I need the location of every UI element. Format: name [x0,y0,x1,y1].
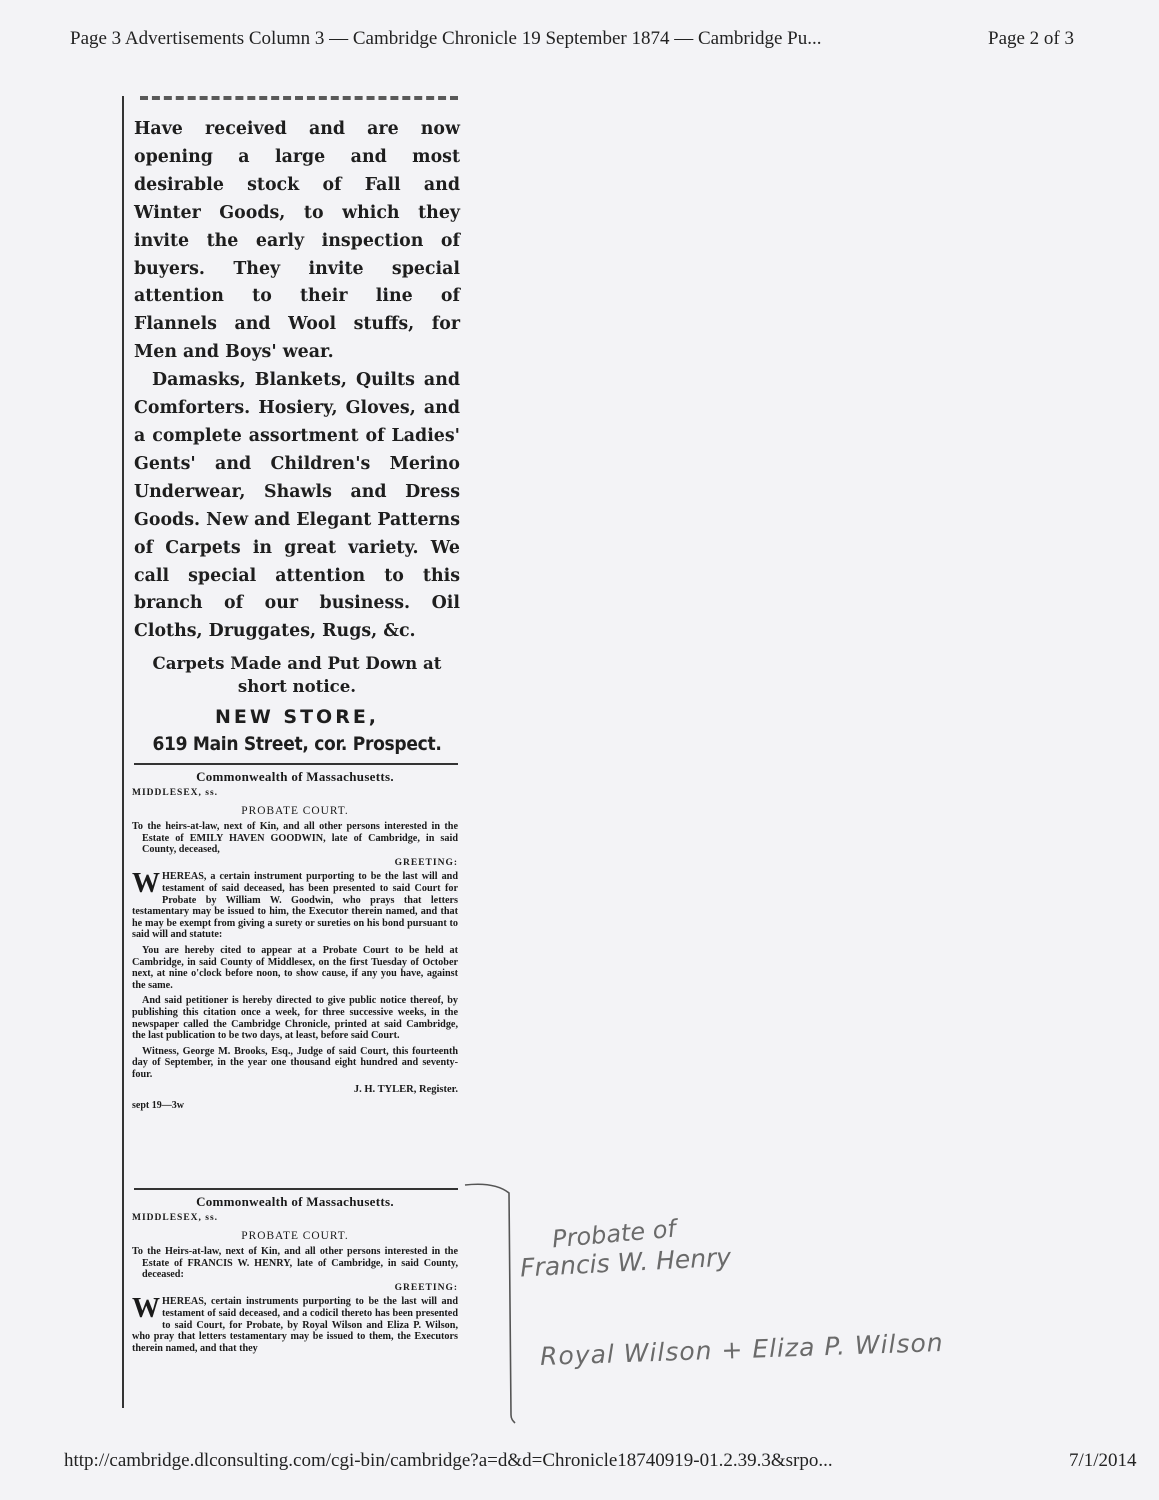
ad-new-store: NEW STORE, [214,706,380,729]
notice-court: PROBATE COURT. [241,1230,349,1242]
source-url: http://cambridge.dlconsulting.com/cgi-bin/cambridge?a=d&d=Chronicle18740919-01.2.39.3&srpo... [64,1450,833,1471]
column-rule [122,96,124,1408]
notice-witness: Witness, George M. Brooks, Esq., Judge of said Court, this fourteenth day of September, in the year one thousand eight hundred and seventy-four. [132,1045,458,1080]
notice-whereas [132,1293,458,1354]
notice-court: PROBATE COURT. [241,805,349,817]
ad-carpets-line-2: short notice. [237,676,357,697]
notice-county: MIDDLESEX, ss. [132,788,219,798]
notice-greeting: GREETING: [394,1282,458,1293]
notice-whereas-text: HEREAS, certain instruments purporting to be the last will and testament of said deceased, and a codicil thereto has been presented to said Court, for Probate, by Royal Wilson and Eliza P. Wilson, who pray that letters testamentary may be issued to them, the Executors therein named, and that they [132,1296,458,1354]
notice-dateline: sept 19—3w [132,1100,184,1112]
page-number: Page 2 of 3 [988,28,1075,49]
ad-carpets-line-1: Carpets Made and Put Down at [152,653,442,674]
notice-signer: J. H. TYLER, Register. [353,1084,458,1096]
document-title: Page 3 Advertisements Column 3 — Cambridge Chronicle 19 September 1874 — Cambridge Pu... [70,28,822,49]
notice-address: To the heirs-at-law, next of Kin, and all other persons interested in the Estate of EMILY HAVEN GOODWIN, late of Cambridge, in said County, deceased, [132,821,458,856]
notice-whereas [132,868,458,941]
section-divider [134,1188,458,1190]
probate-notice-henry [132,1193,458,1354]
newspaper-clipping [122,96,462,1408]
handwritten-note-line-2: Francis W. Henry [519,1242,732,1283]
notice-heading: Commonwealth of Massachusetts. [196,1194,394,1209]
notice-petitioner: And said petitioner is hereby directed to give public notice thereof, by publishing this citation once a week, for three successive weeks, in the newspaper called the Cambridge Chronicle, printed at said Cambridge, the last publication to be two days, at least, before said Court. [132,995,458,1042]
handwritten-note-line-3: Royal Wilson + Eliza P. Wilson [539,1327,945,1372]
drop-cap: W [132,868,160,900]
probate-notice-goodwin [132,768,458,1112]
drop-cap: W [132,1293,160,1325]
handwritten-bracket [463,1183,517,1425]
handwritten-note-line-1: Probate of [551,1214,677,1254]
cut-off-header-line [140,96,458,112]
notice-heading: Commonwealth of Massachusetts. [196,769,394,784]
ad-address: 619 Main Street, cor. Prospect. [152,733,442,756]
notice-whereas-text: HEREAS, a certain instrument purporting to be the last will and testament of said deceased, has been presented to said Court for Probate by William W. Goodwin, who prays that letters testamentary may be issued to him, the Executor therein named, and that he may be exempt from giving a surety or sureties on his bond pursuant to said will and statute: [132,871,458,941]
print-date: 7/1/2014 [1069,1450,1137,1471]
notice-cited: You are hereby cited to appear at a Probate Court to be held at Cambridge, in said County of Middlesex, on the first Tuesday of October next, at nine o'clock before noon, to show cause, if any you have, against the same. [132,944,458,991]
ad-paragraph-2: Damasks, Blankets, Quilts and Comforters. Hosiery, Gloves, and a complete assortment of Ladies' Gents' and Children's Merino Underwear, Shawls and Dress Goods. New and Elegant Patterns of Carpets in great variety. We call special attention to this branch of our business. Oil Cloths, Druggates, Rugs, &c. [134,370,460,642]
notice-address: To the Heirs-at-law, next of Kin, and all other persons interested in the Estate of FRANCIS W. HENRY, late of Cambridge, in said County, deceased: [132,1246,458,1281]
ad-paragraph-1: Have received and are now opening a large and most desirable stock of Fall and Winter Goods, to which they invite the early inspection of buyers. They invite special attention to their line of Flannels and Wool stuffs, for Men and Boys' wear. [134,119,460,363]
store-advertisement [134,116,460,758]
notice-county: MIDDLESEX, ss. [132,1213,219,1223]
notice-greeting: GREETING: [394,857,458,868]
section-divider [134,763,458,765]
